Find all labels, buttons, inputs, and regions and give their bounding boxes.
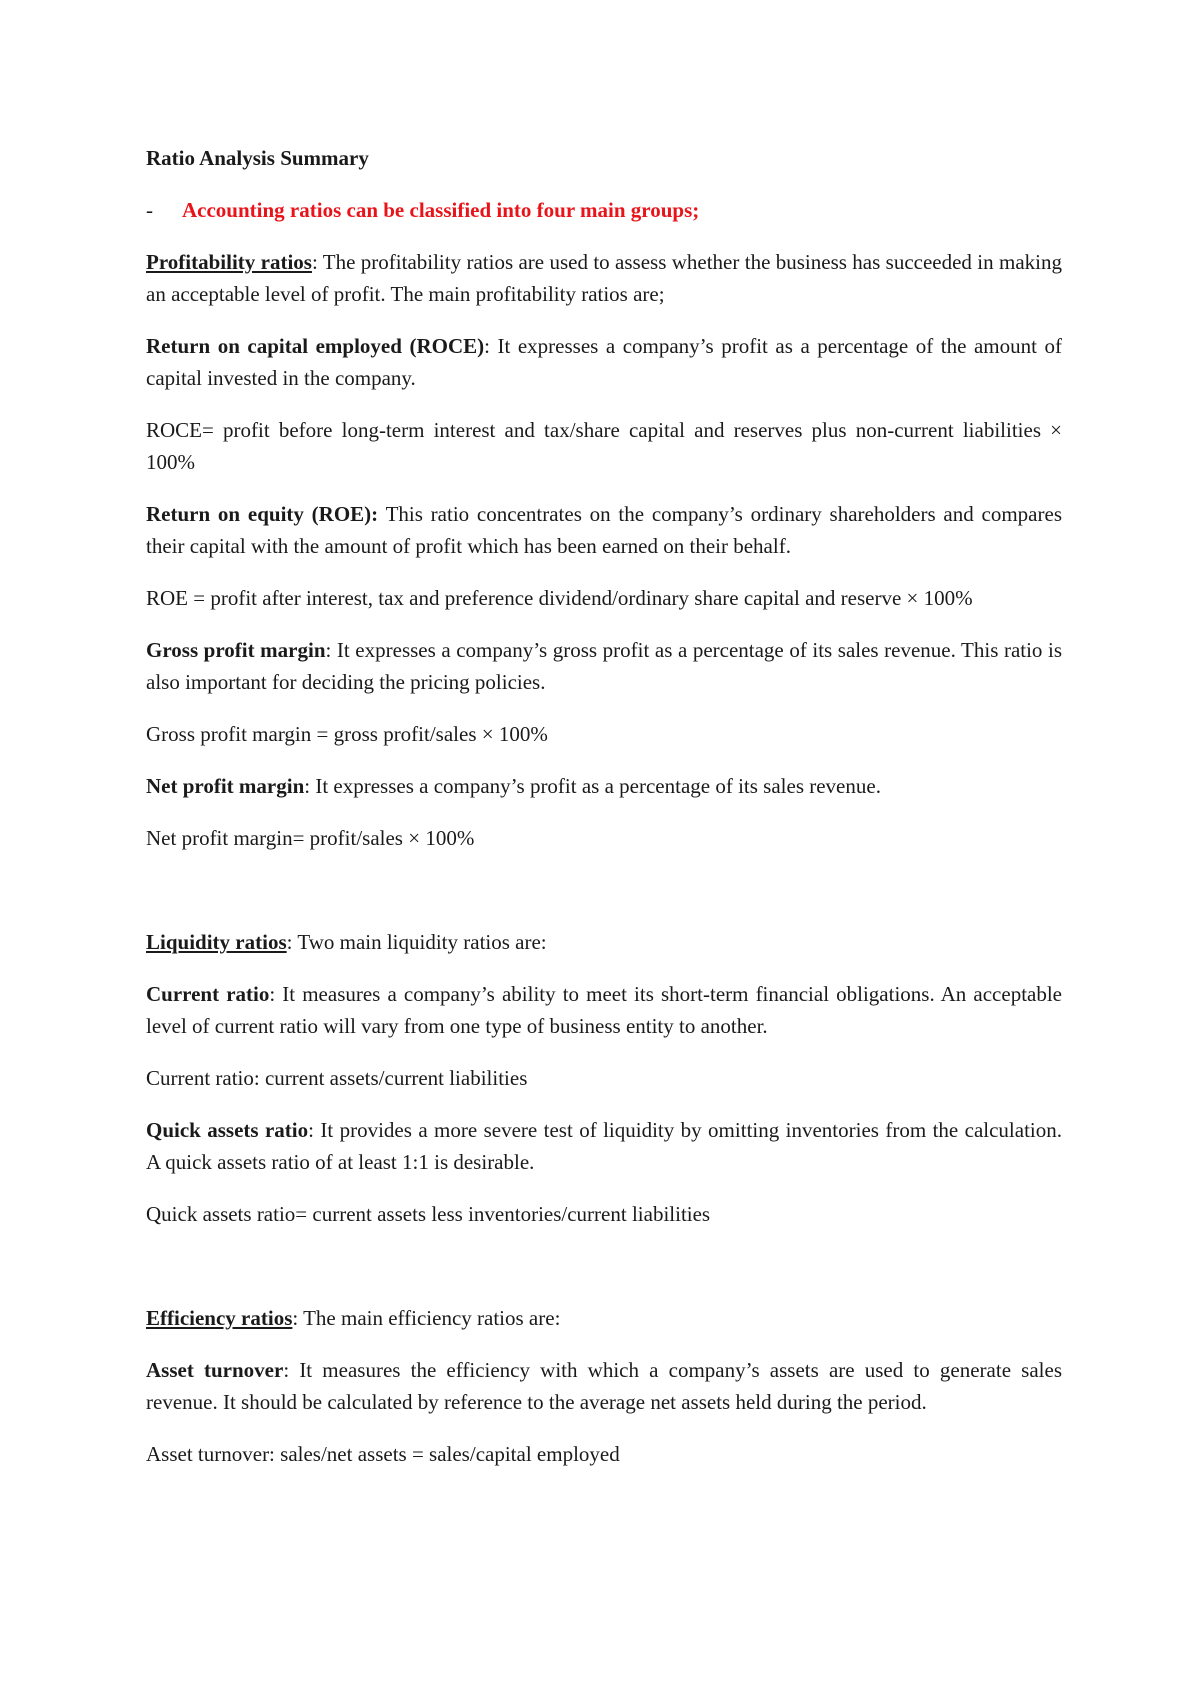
current-ratio-formula: Current ratio: current assets/current liabilities xyxy=(146,1066,528,1090)
current-ratio-paragraph xyxy=(146,978,1062,1042)
npm-formula: Net profit margin= profit/sales × 100% xyxy=(146,826,475,850)
profitability-paragraph xyxy=(146,246,1062,310)
quick-assets-formula: Quick assets ratio= current assets less inventories/current liabilities xyxy=(146,1202,711,1226)
profitability-heading: Profitability ratios xyxy=(146,250,312,274)
gpm-formula: Gross profit margin = gross profit/sales × 100% xyxy=(146,722,548,746)
intro-text: Accounting ratios can be classified into four main groups; xyxy=(182,198,700,222)
npm-description: : It expresses a company’s profit as a percentage of its sales revenue. xyxy=(304,774,881,798)
npm-paragraph xyxy=(146,770,1062,802)
roce-formula: ROCE= profit before long-term interest and tax/share capital and reserves plus non-current liabilities × 100% xyxy=(146,418,1062,474)
profitability-description: : The profitability ratios are used to assess whether the business has succeeded in making an acceptable level of profit. The main profitability ratios are; xyxy=(146,250,1062,306)
roce-paragraph xyxy=(146,330,1062,394)
efficiency-heading: Efficiency ratios xyxy=(146,1306,293,1330)
asset-turnover-term: Asset turnover xyxy=(146,1358,284,1382)
roce-description: : It expresses a company’s profit as a percentage of the amount of capital invested in the company. xyxy=(146,334,1062,390)
current-ratio-term: Current ratio xyxy=(146,982,270,1006)
liquidity-heading: Liquidity ratios xyxy=(146,930,287,954)
roe-paragraph xyxy=(146,498,1062,562)
gpm-description: : It expresses a company’s gross profit as a percentage of its sales revenue. This ratio is also important for deciding the pricing policies. xyxy=(146,638,1062,694)
efficiency-paragraph xyxy=(146,1302,1062,1334)
roe-description: This ratio concentrates on the company’s ordinary shareholders and compares their capital with the amount of profit which has been earned on their behalf. xyxy=(146,502,1062,558)
efficiency-description: : The main efficiency ratios are: xyxy=(292,1306,561,1330)
npm-term: Net profit margin xyxy=(146,774,305,798)
document-body xyxy=(146,142,1062,1490)
current-ratio-description: : It measures a company’s ability to meet its short-term financial obligations. An acceptable level of current ratio will vary from one type of business entity to another. xyxy=(146,982,1062,1038)
roce-term: Return on capital employed (ROCE) xyxy=(146,334,485,358)
quick-assets-description: : It provides a more severe test of liquidity by omitting inventories from the calculation. A quick assets ratio of at least 1:1 is desirable. xyxy=(146,1118,1062,1174)
asset-turnover-description: : It measures the efficiency with which a company’s assets are used to generate sales revenue. It should be calculated by reference to the average net assets held during the period. xyxy=(146,1358,1063,1414)
gpm-term: Gross profit margin xyxy=(146,638,326,662)
bullet-dash: - xyxy=(146,198,153,222)
asset-turnover-formula: Asset turnover: sales/net assets = sales/capital employed xyxy=(146,1442,620,1466)
gpm-paragraph xyxy=(146,634,1062,698)
roe-formula: ROE = profit after interest, tax and preference dividend/ordinary share capital and reserve × 100% xyxy=(146,586,973,610)
liquidity-paragraph xyxy=(146,926,1062,958)
document-title: Ratio Analysis Summary xyxy=(146,146,369,170)
liquidity-description: : Two main liquidity ratios are: xyxy=(286,930,547,954)
section-spacer xyxy=(146,1250,1062,1302)
section-spacer xyxy=(146,874,1062,926)
quick-assets-paragraph xyxy=(146,1114,1062,1178)
quick-assets-term: Quick assets ratio xyxy=(146,1118,309,1142)
asset-turnover-paragraph xyxy=(146,1354,1062,1418)
roe-term: Return on equity (ROE): xyxy=(146,502,379,526)
intro-bullet xyxy=(146,194,1062,226)
